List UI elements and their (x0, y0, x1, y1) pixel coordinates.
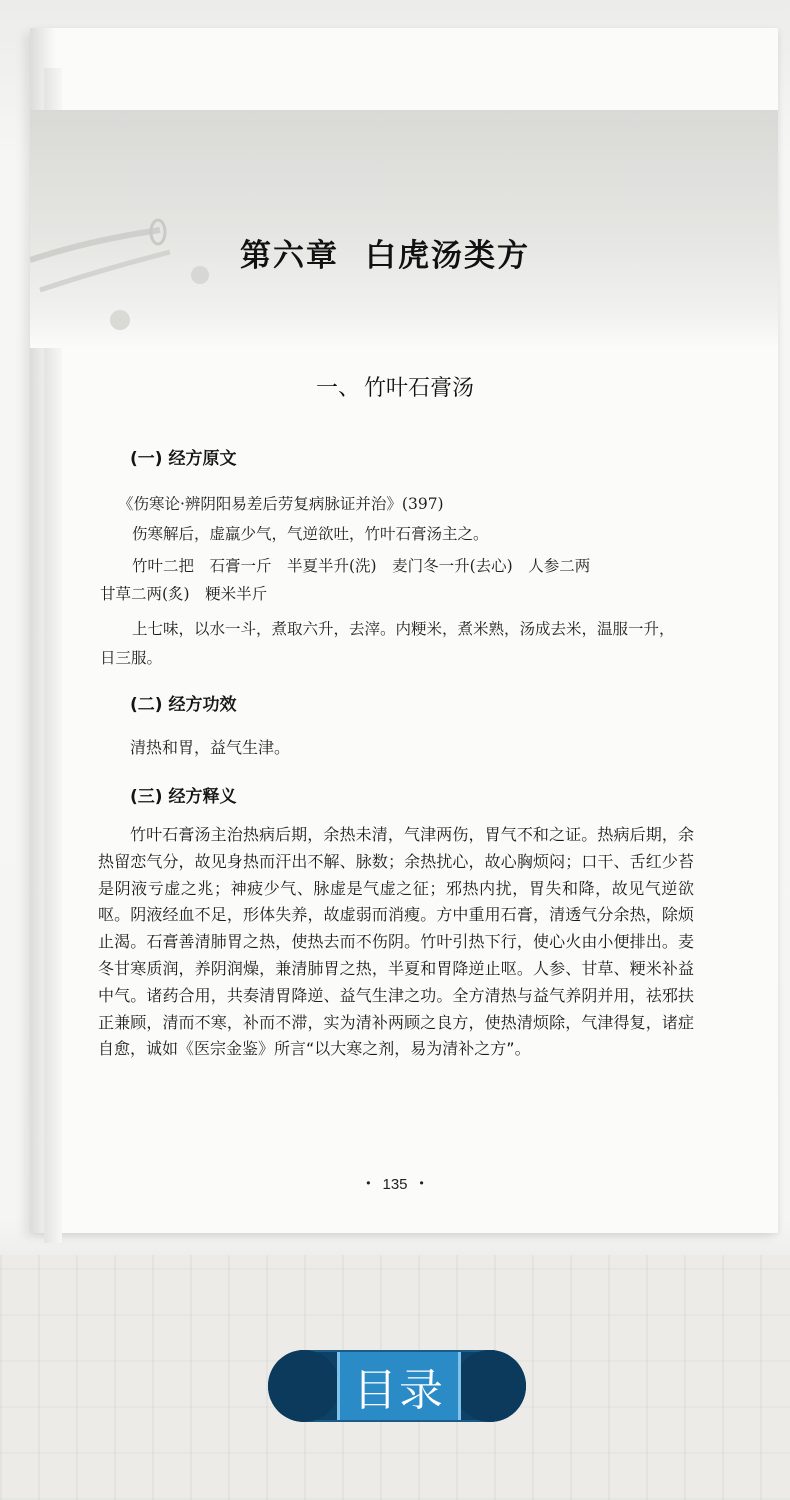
heading-interpretation: (三) 经方释义 (130, 787, 237, 807)
method-line-1: 上七味，以水一斗，煮取六升，去滓。内粳米，煮米熟，汤成去米，温服一升， (132, 620, 675, 638)
section-number: 一、 (315, 376, 360, 401)
toc-label: 目录 (353, 1365, 445, 1416)
heading-original-text: (一) 经方原文 (130, 449, 237, 469)
section-title (0, 371, 790, 402)
pill-right-cap (454, 1350, 526, 1422)
page-number: • 135 • (366, 1176, 424, 1193)
efficacy-text: 清热和胃，益气生津。 (130, 738, 291, 757)
chapter-name: 白虎汤类方 (365, 238, 530, 274)
section-name: 竹叶石膏汤 (364, 376, 475, 401)
chapter-number: 第六章 (240, 238, 339, 274)
interpretation-paragraph: 竹叶石膏汤主治热病后期，余热未清，气津两伤，胃气不和之证。热病后期，余热留恋气分，故见身热而汗出不解、脉数；余热扰心，故心胸烦闷；口干、舌红少苔是阴液亏虚之兆；神疲少气、脉虚是气虚之征；邪热内扰，胃失和降，故见气逆欲呕。阴液经血不足，形体失养，故虚弱而消瘦。方中重用石膏，清透气分余热，除烦止渴。石膏善清肺胃之热，使热去而不伤阴。竹叶引热下行，使心火由小便排出。麦冬甘寒质润，养阴润燥，兼清肺胃之热，半夏和胃降逆止呕。人参、甘草、粳米补益中气。诸药合用，共奏清胃降逆、益气生津之功。全方清热与益气养阴并用，祛邪扶正兼顾，清而不寒，补而不滞，实为清补两顾之良方，使热清烦除，气津得复，诸症自愈，诚如《医宗金鉴》所言“以大寒之剂，易为清补之方”。 (98, 825, 694, 1059)
heading-efficacy: (二) 经方功效 (130, 695, 237, 715)
formula-line-1: 竹叶二把 石膏一斤 半夏半升(洗) 麦门冬一升(去心) 人参二两 (132, 557, 591, 575)
page-number-value: 135 (382, 1176, 408, 1193)
toc-button[interactable] (337, 1352, 461, 1420)
chapter-title (240, 230, 530, 275)
chapter-banner (30, 110, 778, 348)
pill-left-cap (268, 1350, 340, 1422)
clause-text: 伤寒解后，虚羸少气，气逆欲吐，竹叶石膏汤主之。 (132, 525, 489, 543)
bamboo-ornament-icon (30, 180, 260, 340)
formula-line-2: 甘草二两(炙) 粳米半斤 (100, 585, 268, 603)
source-citation: 《伤寒论·辨阴阳易差后劳复病脉证并治》(397) (118, 495, 444, 513)
method-line-2: 日三服。 (100, 649, 163, 667)
